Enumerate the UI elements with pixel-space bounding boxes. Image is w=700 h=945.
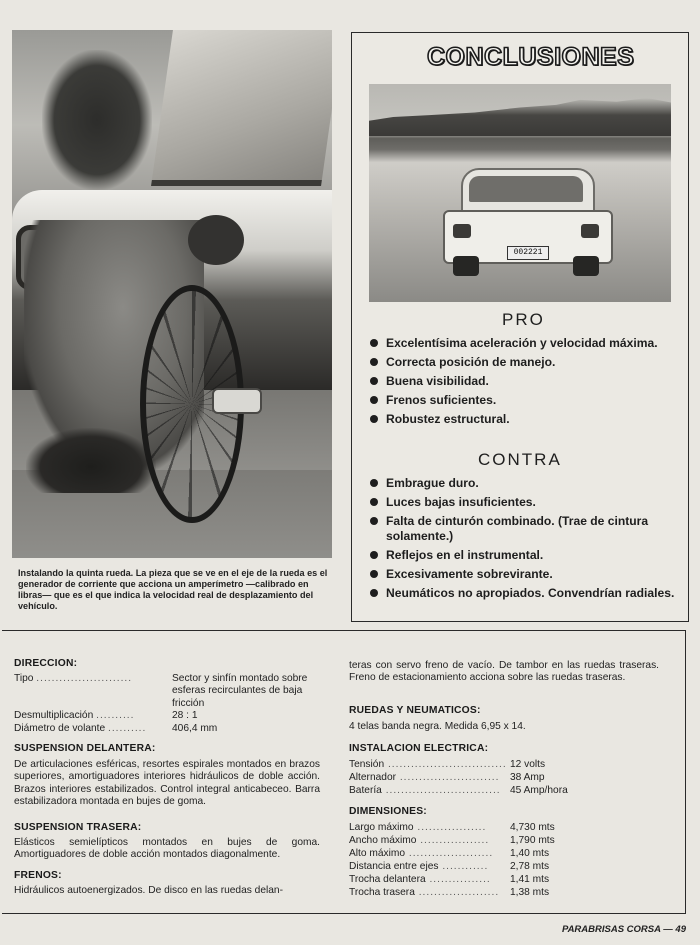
spec-row-label bbox=[349, 848, 493, 860]
trocha-tras-label: Trocha trasera bbox=[349, 887, 415, 898]
spec-row-label bbox=[349, 822, 486, 834]
frenos-text-1: Hidráulicos autoenergizados. De disco en las ruedas delan- bbox=[14, 885, 283, 896]
pro-heading: PRO bbox=[502, 310, 545, 329]
pro-item: Frenos suficientes. bbox=[370, 391, 658, 410]
ancho-label: Ancho máximo bbox=[349, 835, 417, 846]
car-left-lamp bbox=[453, 224, 471, 238]
mechanic-head bbox=[188, 215, 244, 265]
dimensiones-heading: DIMENSIONES: bbox=[349, 806, 427, 817]
contra-item: Reflejos en el instrumental. bbox=[370, 546, 686, 565]
leader-dots: .................. bbox=[413, 822, 487, 833]
diametro-value: 406,4 mm bbox=[172, 723, 218, 734]
pro-item: Correcta posición de manejo. bbox=[370, 353, 658, 372]
car-rear-photo bbox=[369, 84, 671, 302]
contra-item: Luces bajas insuficientes. bbox=[370, 493, 686, 512]
car-left-tire bbox=[453, 256, 479, 276]
leader-dots: ...................... bbox=[405, 848, 494, 859]
susp-del-heading: SUSPENSION DELANTERA: bbox=[14, 743, 156, 754]
direccion-heading: DIRECCION: bbox=[14, 658, 78, 669]
mechanic-photo bbox=[12, 30, 332, 558]
tension-label: Tensión bbox=[349, 759, 385, 770]
desmult-label: Desmultiplicación bbox=[14, 710, 94, 721]
alto-label: Alto máximo bbox=[349, 848, 406, 859]
conclusions-title: CONCLUSIONES bbox=[427, 43, 635, 71]
car-right-lamp bbox=[581, 224, 599, 238]
leader-dots: ......................... bbox=[36, 673, 133, 684]
license-plate: 002221 bbox=[507, 246, 549, 260]
spec-row-label bbox=[349, 835, 489, 847]
distancia-value: 2,78 mts bbox=[510, 861, 550, 872]
alternador-label: Alternador bbox=[349, 772, 397, 783]
spec-row-label bbox=[349, 874, 491, 886]
leader-dots: ..................... bbox=[414, 887, 500, 898]
susp-tras-heading: SUSPENSION TRASERA: bbox=[14, 822, 142, 833]
tipo-label bbox=[14, 673, 132, 685]
generator-hub-shape bbox=[212, 388, 262, 414]
spec-row-label bbox=[349, 887, 499, 899]
electrica-heading: INSTALACION ELECTRICA: bbox=[349, 743, 489, 754]
susp-tras-text: Elásticos semielípticos montados en bujes de goma. Amortiguadores de doble acción montados diagonalmente. bbox=[14, 837, 320, 861]
contra-heading: CONTRA bbox=[478, 450, 562, 469]
car-right-tire bbox=[573, 256, 599, 276]
pro-list bbox=[370, 334, 658, 429]
mechanic-shoes bbox=[26, 428, 156, 493]
car-shape bbox=[443, 168, 609, 276]
pro-item: Buena visibilidad. bbox=[370, 372, 658, 391]
tension-value: 12 volts bbox=[510, 759, 546, 770]
desmult-value: 28 : 1 bbox=[172, 710, 198, 721]
contra-item: Neumáticos no apropiados. Convendrían radiales. bbox=[370, 584, 686, 603]
bateria-value: 45 Amp/hora bbox=[510, 785, 568, 796]
frenos-text-2: teras con servo freno de vacío. De tambor en las ruedas traseras. Freno de estacionamiento acciona sobre las ruedas traseras. bbox=[349, 660, 659, 684]
spec-row-label bbox=[349, 772, 499, 784]
trocha-del-label: Trocha delantera bbox=[349, 874, 426, 885]
leader-dots: .............................. bbox=[381, 785, 501, 796]
susp-del-text: De articulaciones esféricas, resortes espirales montados en brazos superiores, amortiguadores interiores hidráulicos de doble acción. Brazos interiores estabilizados. Control integral anticabeceo. Barra estabilizadora montada en bujes de goma. bbox=[14, 759, 320, 808]
car-rear-window bbox=[469, 176, 583, 202]
leader-dots: .................. bbox=[416, 835, 490, 846]
contra-item: Falta de cinturón combinado. (Trae de cintura solamente.) bbox=[370, 512, 686, 546]
alto-value: 1,40 mts bbox=[510, 848, 550, 859]
ruedas-text: 4 telas banda negra. Medida 6,95 x 14. bbox=[349, 721, 526, 732]
leader-dots: .......... bbox=[96, 710, 135, 721]
distancia-label: Distancia entre ejes bbox=[349, 861, 439, 872]
contra-list bbox=[370, 474, 686, 603]
largo-label: Largo máximo bbox=[349, 822, 414, 833]
leader-dots: .......... bbox=[108, 723, 147, 734]
leader-dots: ............................... bbox=[384, 759, 507, 770]
leader-dots: ............ bbox=[438, 861, 489, 872]
tree-shape bbox=[42, 50, 152, 190]
pro-item: Robustez estructural. bbox=[370, 410, 658, 429]
largo-value: 4,730 mts bbox=[510, 822, 555, 833]
spec-row-label bbox=[349, 785, 501, 797]
leader-dots: ................ bbox=[425, 874, 491, 885]
ruedas-heading: RUEDAS Y NEUMATICOS: bbox=[349, 705, 481, 716]
diametro-label: Diámetro de volante bbox=[14, 723, 106, 734]
bateria-label: Batería bbox=[349, 785, 382, 796]
desmult-row bbox=[14, 710, 134, 722]
trocha-del-value: 1,41 mts bbox=[510, 874, 550, 885]
frenos-heading: FRENOS: bbox=[14, 870, 62, 881]
pro-item: Excelentísima aceleración y velocidad máxima. bbox=[370, 334, 658, 353]
ancho-value: 1,790 mts bbox=[510, 835, 555, 846]
tipo-label-text: Tipo bbox=[14, 673, 34, 684]
spec-row-label bbox=[349, 759, 507, 771]
trocha-tras-value: 1,38 mts bbox=[510, 887, 550, 898]
tipo-value: Sector y sinfín montado sobre esferas recirculantes de baja fricción bbox=[172, 673, 308, 709]
alternador-value: 38 Amp bbox=[510, 772, 545, 783]
diametro-row bbox=[14, 723, 146, 735]
page-footer: PARABRISAS CORSA — 49 bbox=[561, 924, 686, 935]
contra-item: Excesivamente sobrevirante. bbox=[370, 565, 686, 584]
trunk-lid-shape bbox=[151, 30, 332, 186]
leader-dots: .......................... bbox=[396, 772, 500, 783]
contra-item: Embrague duro. bbox=[370, 474, 686, 493]
photo-caption: Instalando la quinta rueda. La pieza que se ve en el eje de la rueda es el generador de corriente que acciona un amperímetro —calibrado en libras— que es el que indica la velocidad real de desplazamiento del vehículo. bbox=[18, 568, 328, 611]
spec-row-label bbox=[349, 861, 488, 873]
tree-line-shape bbox=[369, 98, 671, 136]
